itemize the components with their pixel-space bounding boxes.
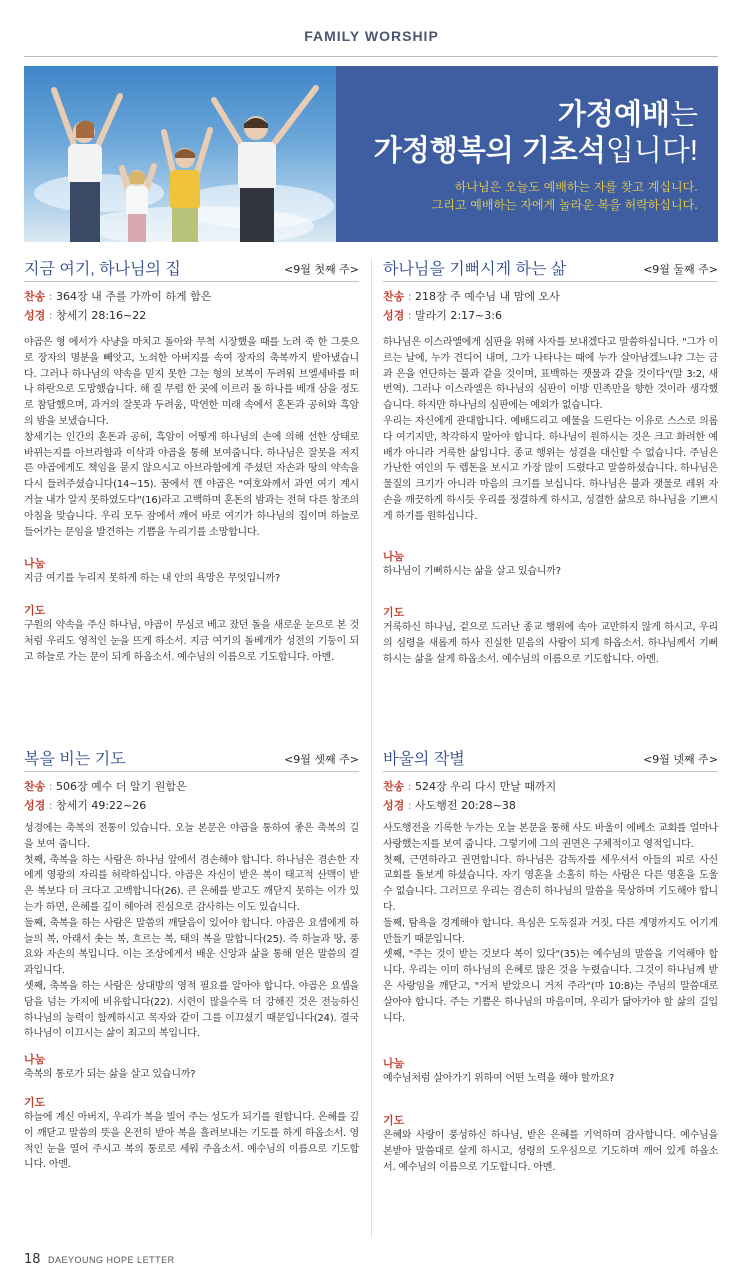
sharing-label: 나눔 [383,1057,405,1071]
body-paragraph: 창세기는 인간의 혼돈과 공허, 흑암이 어떻게 하나님의 손에 의해 선한 상태로 바뀌는지를 아브라함과 이삭과 야곱을 통해 보여줍니다. 하나님은 잘못을 저지른 야곱에게도 책임을 묻지 않으시고 아브라함에게 주셨던 자손과 땅의 약속을 다시 들려주셨습니다(14~15). 꿈에서 깬 야곱은 "여호와께서 과연 여기 계시거늘 내가 알지 못하였도다"(16)라고 고백하며 혼돈의 밤과는 전혀 다른 창조의 아침을 맞습니다. 우리 모두 잠에서 깨어 바로 여기가 하나님의 집이며 하늘로 들어가는 문임을 발견하는 기쁨을 누리기를 소망합니다. [24,431,359,538]
hymn-line: 찬송 : 506장 예수 더 알기 원함은 [24,780,187,793]
prayer-label: 기도 [383,1114,405,1128]
section-title: 지금 여기, 하나님의 집 [24,261,181,278]
page-footer [24,1252,175,1267]
hymn-line: 찬송 : 524장 우리 다시 만날 때까지 [383,780,557,793]
banner-title-line1: 가정예배는 [557,99,698,131]
hymn-line: 찬송 : 218장 주 예수님 내 맘에 오사 [383,290,560,303]
sharing-text: 하나님이 기뻐하시는 삶을 살고 있습니까? [383,565,561,577]
hymn-line: 찬송 : 364장 내 주를 가까이 하게 함은 [24,290,212,303]
sharing-text: 지금 여기를 누리지 못하게 하는 내 안의 욕망은 무엇입니까? [24,573,280,585]
family-photo [24,66,336,242]
scripture-line: 성경 : 말라기 2:17~3:6 [383,309,502,322]
worship-section-week4 [383,748,718,1176]
sharing-text: 축복의 통로가 되는 삶을 살고 있습니까? [24,1069,196,1081]
section-week: <9월 셋째 주> [284,753,359,766]
body-paragraph: 우리는 자신에게 관대합니다. 예배드리고 예물을 드린다는 이유로 스스로 의롭다 여기지만, 착각하지 말아야 합니다. 하나님이 원하시는 것은 크고 화려한 예배가 아니라 거룩한 삶입니다. 종교 행위는 성결을 대신할 수 없습니다. 주님은 가난한 여인의 두 렙돈을 보시고 가장 많이 드렸다고 말씀하셨습니다. 하나님은 물질의 크기가 아니라 마음의 크기를 보십니다. 하나님은 불과 잿물로 레위 자손을 깨끗하게 하시듯 우리를 정결하게 하시고, 성결한 삶으로 하나님을 기쁘시게 하기를 원하십니다. [383,415,718,522]
sermon-body [24,335,359,540]
sharing-text: 예수님처럼 살아가기 위하여 어떤 노력을 해야 할까요? [383,1073,615,1085]
section-header [383,258,718,282]
body-paragraph: 첫째, 축복을 하는 사람은 하나님 앞에서 겸손해야 합니다. 하나님은 겸손한 자에게 영광의 자리를 허락하십니다. 야곱은 자신이 받은 복이 태고적 산맥이 받은 복보다 더 크다고 고백합니다(26). 큰 은혜를 받고도 깨닫지 못하는 이가 있는가 하면, 은혜를 깊이 헤아려 진심으로 감사하는 이도 있습니다. [24,854,359,913]
section-header [24,258,359,282]
prayer-label: 기도 [24,604,46,618]
sermon-body [383,821,718,1026]
scripture-line: 성경 : 사도행전 20:28~38 [383,799,516,812]
hero-banner [24,66,718,242]
worship-section-week2 [383,258,718,668]
prayer-label: 기도 [383,606,405,620]
prayer-text: 은혜와 사랑이 풍성하신 하나님, 받은 은혜를 기억하며 감사합니다. 예수님을 본받아 말씀대로 살게 하시고, 성령의 도우심으로 기도하며 깨어 있게 하옵소서. 예수님의 이름으로 기도합니다. 아멘. [383,1130,718,1173]
section-title: 바울의 작별 [383,751,465,768]
sermon-body [383,335,718,525]
section-week: <9월 넷째 주> [643,753,718,766]
prayer-text: 구원의 약속을 주신 하나님, 야곱이 무심코 베고 잤던 돌을 새로운 눈으로 본 것처럼 우리도 영적인 눈을 뜨게 하소서. 지금 여기의 돌베개가 성전의 기둥이 되고 하늘로 가는 문이 되게 하옵소서. 예수님의 이름으로 기도합니다. 아멘. [24,620,359,663]
banner-subtitle-line1: 하나님은 오늘도 예배하는 자를 찾고 계십니다. [454,180,698,194]
sermon-body [24,821,359,1042]
banner-title-line2: 가정행복의 기초석입니다! [373,135,698,167]
banner-text-panel [336,66,718,242]
sharing-label: 나눔 [24,557,46,571]
worship-section-week1 [24,258,359,666]
page-number: 18 [24,1252,41,1267]
scripture-line: 성경 : 창세기 28:16~22 [24,309,147,322]
family-silhouette-image [24,66,336,242]
worship-section-week3 [24,748,359,1173]
body-paragraph: 야곱은 형 에서가 사냥을 마치고 돌아와 무척 시장했을 때를 노려 죽 한 그릇으로 장자의 명분을 빼앗고, 노쇠한 아버지를 속여 장자의 축복까지 받아냈습니다. 그러나 하나님의 약속을 믿지 못한 그는 형의 보복이 두려워 브엘세바를 떠나 하란으로 도망했습니다. 해 질 무렵 한 곳에 이르러 돌 하나를 베개 삼을 정도로 참담했으며, 과거의 잘못과 두려움, 막연한 미래 속에서 혼돈과 공허와 흑암의 밤을 보냈습니다. [24,337,359,427]
body-paragraph: 사도행전을 기록한 누가는 오늘 본문을 통해 사도 바울이 에베소 교회를 얼마나 사랑했는지를 보여 줍니다. 그렇기에 그의 권면은 구체적이고 영적입니다. [383,823,718,850]
banner-subtitle-line2: 그리고 예배하는 자에게 놀라운 복을 허락하십니다. [431,198,698,212]
prayer-text: 거룩하신 하나님, 겉으로 드러난 종교 행위에 속아 교만하지 않게 하시고, 우리의 심령을 새롭게 하사 진실한 믿음의 사람이 되게 하옵소서. 하나님께서 기뻐하시는 삶을 살게 하옵소서. 예수님의 이름으로 기도합니다. 아멘. [383,622,718,665]
body-paragraph: 첫째, 근면하라고 권면합니다. 하나님은 감독자를 세우셔서 아들의 피로 사신 교회를 돌보게 하셨습니다. 자기 영혼을 소홀히 하는 사람은 다른 영혼을 도울 수 없습니다. 그러므로 우리는 겸손히 하나님의 말씀을 묵상하며 기도해야 합니다. [383,854,718,913]
section-week: <9월 둘째 주> [643,263,718,276]
page-header-title: FAMILY WORSHIP [304,28,439,44]
sharing-label: 나눔 [383,549,405,563]
section-header [24,748,359,772]
body-paragraph: 성경에는 축복의 전통이 있습니다. 오늘 본문은 야곱을 통하여 좋은 축복의 길을 보여 줍니다. [24,823,359,850]
prayer-label: 기도 [24,1095,46,1109]
body-paragraph: 하나님은 이스라엘에게 심판을 위해 사자를 보내겠다고 말씀하십니다. "그가 이르는 날에, 누가 견디어 내며, 그가 나타나는 때에 누가 살아남겠느냐? 그는 금과 은을 연단하는 불과 같을 것이며, 표백하는 잿물과 같을 것이다"(말 3:2, 새번역). 그러나 이스라엘은 하나님의 심판이 이방 민족만을 향한 것이라 생각했습니다. 하지만 하나님의 심판에는 예외가 없습니다. [383,337,718,412]
section-header [383,748,718,772]
body-paragraph: 셋째, "주는 것이 받는 것보다 복이 있다"(35)는 예수님의 말씀을 기억해야 합니다. 우리는 이미 하나님의 은혜로 많은 것을 누렸습니다. 그것이 하나님께 받은 사랑임을 깨닫고, "거저 받았으니 거저 주라"(마 10:8)는 주님의 말씀대로 살아야 합니다. 주는 기쁨은 하나님의 마음이며, 우리가 닮아가야 할 삶의 길입니다. [383,949,718,1024]
section-title: 하나님을 기뻐시게 하는 삶 [383,261,567,278]
column-divider [371,258,372,1238]
section-title: 복을 비는 기도 [24,751,126,768]
prayer-text: 하늘에 계신 아버지, 우리가 복을 빌어 주는 성도가 되기를 원합니다. 은혜를 깊이 깨닫고 말씀의 뜻을 온전히 받아 복을 흘려보내는 기도를 하게 하옵소서. 영적인 눈을 열어 주시고 복의 통로로 세워 주옵소서. 예수님의 이름으로 기도합니다. 아멘. [24,1111,359,1171]
publication-name: DAEYOUNG HOPE LETTER [48,1255,175,1265]
body-paragraph: 둘째, 축복을 하는 사람은 말씀의 깨달음이 있어야 합니다. 야곱은 요셉에게 하늘의 복, 아래서 솟는 복, 흐르는 복, 태의 복을 말합니다(25). 즉 하늘과 땅, 풍요와 자손의 복입니다. 이는 조상에게서 배운 신앙과 삶을 통해 얻은 말씀의 결과입니다. [24,917,359,977]
body-paragraph: 셋째, 축복을 하는 사람은 상대방의 영적 필요를 알아야 합니다. 야곱은 요셉을 담을 넘는 가지에 비유합니다(22). 시련이 많을수록 더 강해진 것은 전능하신 하나님의 능력이 함께하시고 목자와 같이 그를 이끄셨기 때문입니다(24). 결국 하나님이 이끄시는 삶이 최고의 복입니다. [24,980,359,1040]
scripture-line: 성경 : 창세기 49:22~26 [24,799,147,812]
body-paragraph: 둘째, 탐욕을 경계해야 합니다. 욕심은 도둑질과 거짓, 다른 계명까지도 어기게 만들기 때문입니다. [383,917,718,945]
header-divider [24,56,718,57]
sharing-label: 나눔 [24,1053,46,1067]
section-week: <9월 첫째 주> [284,263,359,276]
